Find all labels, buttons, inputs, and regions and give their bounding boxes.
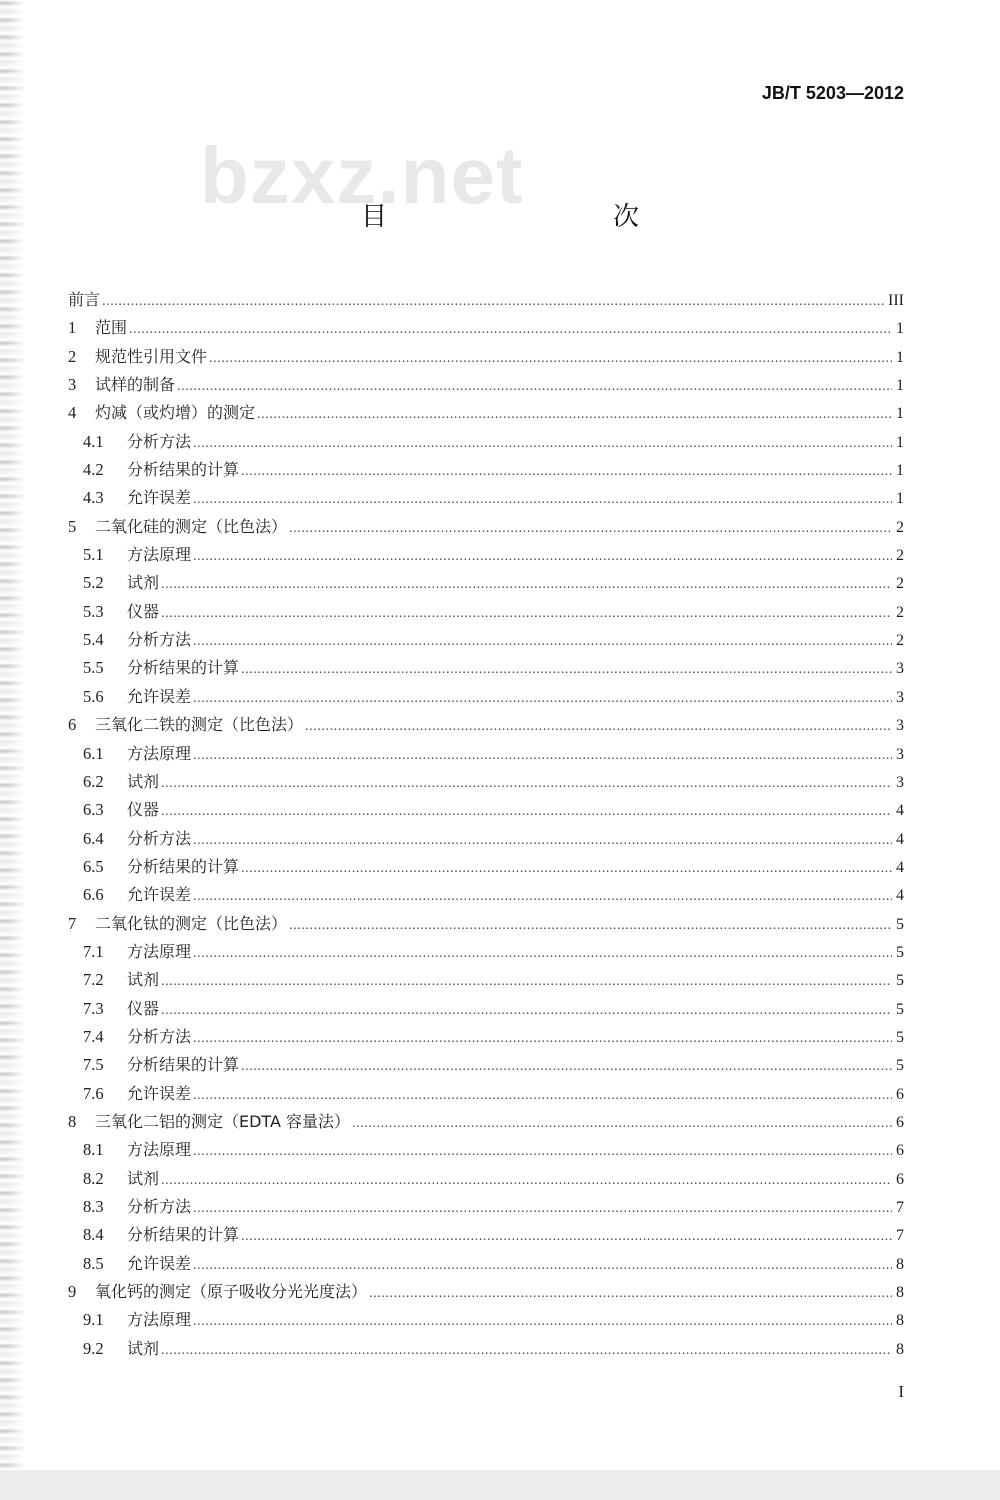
toc-entry-number: 8.2 <box>83 1168 104 1188</box>
toc-entry-number: 7.3 <box>83 998 104 1018</box>
toc-entry-number: 1 <box>68 318 77 338</box>
toc-entry-page: 8 <box>896 1284 904 1302</box>
toc-dot-leader <box>193 1195 892 1223</box>
toc-entry-title: 允许误差 <box>127 488 192 508</box>
toc-dot-leader <box>305 713 892 741</box>
toc-entry-title: 允许误差 <box>127 1253 192 1273</box>
toc-entry-title: 方法原理 <box>127 545 192 565</box>
toc-dot-leader <box>161 571 892 599</box>
toc-entry-number: 9.1 <box>83 1310 104 1330</box>
toc-dot-leader <box>241 1053 892 1081</box>
toc-entry-number: 8.3 <box>83 1197 104 1216</box>
toc-entry-page: 4 <box>896 858 904 876</box>
toc-entry[interactable] <box>68 683 904 711</box>
toc-entry-page: 5 <box>896 1028 904 1046</box>
toc-dot-leader <box>193 742 892 770</box>
toc-dot-leader <box>289 515 892 543</box>
toc-entry-page: 6 <box>896 1170 904 1188</box>
toc-dot-leader <box>241 458 892 486</box>
toc-entry-page: 1 <box>896 348 904 366</box>
toc-entry-number: 5.3 <box>83 601 104 621</box>
toc-entry[interactable] <box>68 1221 904 1249</box>
toc-entry-page: 1 <box>896 433 904 451</box>
toc-dot-leader <box>193 486 892 514</box>
toc-entry-page: 5 <box>896 1057 904 1075</box>
toc-entry[interactable] <box>68 881 904 909</box>
toc-entry-number: 5 <box>68 516 77 536</box>
toc-dot-leader <box>193 1082 892 1110</box>
toc-entry-page: 5 <box>896 915 904 933</box>
toc-entry-title: 方法原理 <box>127 743 192 763</box>
toc-entry-number: 4.2 <box>83 460 104 480</box>
toc-entry-number: 4.3 <box>83 488 104 508</box>
toc-entry-title: 氧化钙的测定（原子吸收分光光度法） <box>95 1282 368 1302</box>
toc-dot-leader <box>102 288 886 316</box>
toc-entry[interactable] <box>68 1136 904 1164</box>
toc-entry-page: 8 <box>896 1312 904 1330</box>
toc-entry[interactable] <box>68 1335 904 1363</box>
toc-entry-number: 3 <box>68 375 77 395</box>
toc-dot-leader <box>369 1280 892 1308</box>
toc-dot-leader <box>161 968 892 996</box>
toc-dot-leader <box>193 1138 892 1166</box>
toc-entry[interactable] <box>68 768 904 796</box>
toc-entry[interactable] <box>68 513 904 541</box>
toc-dot-leader <box>193 1025 892 1053</box>
toc-entry[interactable] <box>68 825 904 853</box>
toc-entry-title: 允许误差 <box>127 686 192 706</box>
toc-entry-number: 9 <box>68 1282 77 1302</box>
toc-entry-number: 7.2 <box>83 970 104 990</box>
toc-entry-number: 4 <box>68 403 77 423</box>
toc-entry[interactable] <box>68 484 904 512</box>
toc-entry-number: 9.2 <box>83 1338 104 1358</box>
toc-entry-title: 方法原理 <box>127 1140 192 1160</box>
toc-entry[interactable] <box>68 1278 904 1306</box>
toc-entry-title: 试剂 <box>127 573 160 593</box>
toc-entry[interactable] <box>68 1051 904 1079</box>
toc-entry-number: 7.1 <box>83 941 104 961</box>
toc-entry-title: 试剂 <box>127 771 160 791</box>
toc-dot-leader <box>193 543 892 571</box>
toc-entry-page: 2 <box>896 632 904 650</box>
toc-dot-leader <box>241 1223 892 1251</box>
toc-entry-number: 5.1 <box>83 545 104 565</box>
toc-dot-leader <box>193 827 892 855</box>
toc-entry-title: 试剂 <box>127 1338 160 1358</box>
toc-entry[interactable] <box>68 654 904 682</box>
toc-entry-page: 5 <box>896 972 904 990</box>
toc-entry-number: 6.3 <box>83 800 104 820</box>
toc-entry[interactable] <box>68 598 904 626</box>
toc-entry-title: 试样的制备 <box>95 375 176 395</box>
toc-entry-page: 4 <box>896 887 904 905</box>
toc-entry-title: 分析结果的计算 <box>127 460 240 480</box>
toc-entry-title: 灼减（或灼增）的测定 <box>95 403 256 423</box>
toc-dot-leader <box>257 401 892 429</box>
toc-entry[interactable] <box>68 995 904 1023</box>
toc-entry-title: 方法原理 <box>127 1310 192 1330</box>
toc-entry-page: 5 <box>896 1000 904 1018</box>
toc-entry-page: 1 <box>896 490 904 508</box>
toc-entry-title: 仪器 <box>127 800 160 820</box>
toc-entry[interactable] <box>68 1108 904 1136</box>
toc-entry[interactable] <box>68 286 904 314</box>
toc-entry-page: 7 <box>896 1199 904 1216</box>
toc-dot-leader <box>193 685 892 713</box>
toc-entry-title: 允许误差 <box>127 1083 192 1103</box>
toc-dot-leader <box>193 1252 892 1280</box>
toc-entry[interactable] <box>68 569 904 597</box>
toc-entry-number: 8.1 <box>83 1140 104 1160</box>
toc-entry-title: 三氧化二铁的测定（比色法） <box>95 715 304 735</box>
toc-entry-page: 3 <box>896 773 904 791</box>
toc-dot-leader <box>241 855 892 883</box>
page-title: 目 次 <box>360 202 697 232</box>
toc-entry-title: 分析方法 <box>127 431 192 451</box>
toc-dot-leader <box>193 628 892 656</box>
toc-entry-page: 8 <box>896 1255 904 1273</box>
toc-entry-title: 分析结果的计算 <box>127 1055 240 1075</box>
toc-dot-leader <box>352 1110 892 1138</box>
toc-entry[interactable] <box>68 428 904 456</box>
toc-entry[interactable] <box>68 343 904 371</box>
watermark: bzxz.net <box>200 131 524 220</box>
toc-entry-number: 5.6 <box>83 686 104 706</box>
toc-entry-title: 范围 <box>95 318 128 338</box>
toc-entry[interactable] <box>68 314 904 342</box>
toc-entry-title: 分析方法 <box>127 828 192 848</box>
toc-entry-page: 1 <box>896 377 904 395</box>
toc-entry-number: 7 <box>68 913 77 933</box>
toc-entry-title: 分析方法 <box>127 630 192 650</box>
toc-entry-page: 6 <box>896 1085 904 1103</box>
toc-entry[interactable] <box>68 910 904 938</box>
toc-dot-leader <box>289 912 892 940</box>
toc-entry-page: 1 <box>896 462 904 480</box>
toc-dot-leader <box>161 770 892 798</box>
toc-entry-page: 3 <box>896 660 904 678</box>
toc-dot-leader <box>241 656 892 684</box>
toc-entry-page: 8 <box>896 1340 904 1358</box>
toc-entry-number: 7.5 <box>83 1055 104 1075</box>
toc-entry-number: 6.6 <box>83 885 104 905</box>
toc-entry-number: 6.1 <box>83 743 104 763</box>
toc-entry[interactable] <box>68 711 904 739</box>
toc-entry-number: 5.4 <box>83 630 104 650</box>
toc-dot-leader <box>209 345 892 373</box>
page-bottom-strip <box>0 1470 1000 1500</box>
standard-code: JB/T 5203—2012 <box>761 83 904 103</box>
toc-entry-number: 6.5 <box>83 856 104 876</box>
toc-entry-page: 4 <box>896 802 904 820</box>
toc-entry-page: 2 <box>896 518 904 536</box>
toc-dot-leader <box>193 1308 892 1336</box>
toc-entry-title: 规范性引用文件 <box>95 346 208 366</box>
toc-dot-leader <box>161 798 892 826</box>
toc-entry[interactable] <box>68 1250 904 1278</box>
toc-entry-page: 5 <box>896 943 904 961</box>
toc-entry-page: 2 <box>896 547 904 565</box>
toc-entry-title: 试剂 <box>127 970 160 990</box>
toc-entry-title: 三氧化二铝的测定（EDTA 容量法） <box>95 1111 350 1131</box>
toc-entry-number: 7.6 <box>83 1083 104 1103</box>
toc-entry-page: 3 <box>896 745 904 763</box>
toc-entry-title: 分析结果的计算 <box>127 856 240 876</box>
toc-entry-title: 方法原理 <box>127 941 192 961</box>
toc-entry-page: 6 <box>896 1142 904 1160</box>
toc-entry-page: 2 <box>896 575 904 593</box>
toc-entry[interactable] <box>68 1165 904 1193</box>
toc-entry[interactable] <box>68 541 904 569</box>
toc-entry-page: 1 <box>896 405 904 423</box>
toc-entry-number: 5.5 <box>83 658 104 678</box>
toc-entry[interactable] <box>68 740 904 768</box>
toc-entry-number: 7.4 <box>83 1026 104 1046</box>
toc-dot-leader <box>161 1337 892 1365</box>
toc-dot-leader <box>161 600 892 628</box>
toc-dot-leader <box>193 940 892 968</box>
toc-entry[interactable] <box>68 966 904 994</box>
toc-entry-page: 3 <box>896 688 904 706</box>
toc-entry-page: 2 <box>896 603 904 621</box>
toc-entry-number: 2 <box>68 346 77 366</box>
page-number: I <box>898 1382 904 1401</box>
toc-entry[interactable] <box>68 371 904 399</box>
toc-entry-number: 6.2 <box>83 771 104 791</box>
toc-entry-title: 允许误差 <box>127 885 192 905</box>
toc-entry-page: 3 <box>896 717 904 735</box>
toc-entry-number: 6 <box>68 715 77 735</box>
toc-entry-page: III <box>888 292 904 309</box>
toc-entry-number: 8 <box>68 1111 77 1131</box>
toc-entry-number: 8.4 <box>83 1225 104 1245</box>
toc-entry[interactable] <box>68 399 904 427</box>
toc-entry-page: 6 <box>896 1113 904 1131</box>
toc-entry-number: 6.4 <box>83 828 104 848</box>
toc-entry-number: 4.1 <box>83 431 104 451</box>
toc-dot-leader <box>129 316 892 344</box>
toc-dot-leader <box>193 430 892 458</box>
toc-entry-page: 7 <box>896 1227 904 1245</box>
toc-entry-page: 4 <box>896 830 904 848</box>
toc-dot-leader <box>193 883 892 911</box>
toc-entry-title: 分析结果的计算 <box>127 658 240 678</box>
toc-entry-title: 仪器 <box>127 601 160 621</box>
toc-entry-title: 分析方法 <box>127 1026 192 1046</box>
toc-entry-title: 前言 <box>68 290 101 309</box>
toc-entry[interactable] <box>68 1080 904 1108</box>
toc-entry[interactable] <box>68 1193 904 1221</box>
toc-entry-title: 分析方法 <box>127 1197 192 1216</box>
toc-entry[interactable] <box>68 1306 904 1334</box>
toc-entry-number: 5.2 <box>83 573 104 593</box>
toc-dot-leader <box>161 997 892 1025</box>
toc-entry-title: 二氧化钛的测定（比色法） <box>95 913 288 933</box>
toc-dot-leader <box>177 373 892 401</box>
toc-entry-number: 8.5 <box>83 1253 104 1273</box>
table-of-contents <box>68 286 904 1363</box>
toc-entry[interactable] <box>68 796 904 824</box>
toc-entry-title: 分析结果的计算 <box>127 1225 240 1245</box>
toc-entry-page: 1 <box>896 320 904 338</box>
toc-entry[interactable] <box>68 626 904 654</box>
toc-dot-leader <box>161 1167 892 1195</box>
toc-entry-title: 仪器 <box>127 998 160 1018</box>
toc-entry[interactable] <box>68 456 904 484</box>
toc-entry[interactable] <box>68 1023 904 1051</box>
toc-entry[interactable] <box>68 938 904 966</box>
toc-entry-title: 试剂 <box>127 1168 160 1188</box>
toc-entry[interactable] <box>68 853 904 881</box>
toc-entry-title: 二氧化硅的测定（比色法） <box>95 516 288 536</box>
